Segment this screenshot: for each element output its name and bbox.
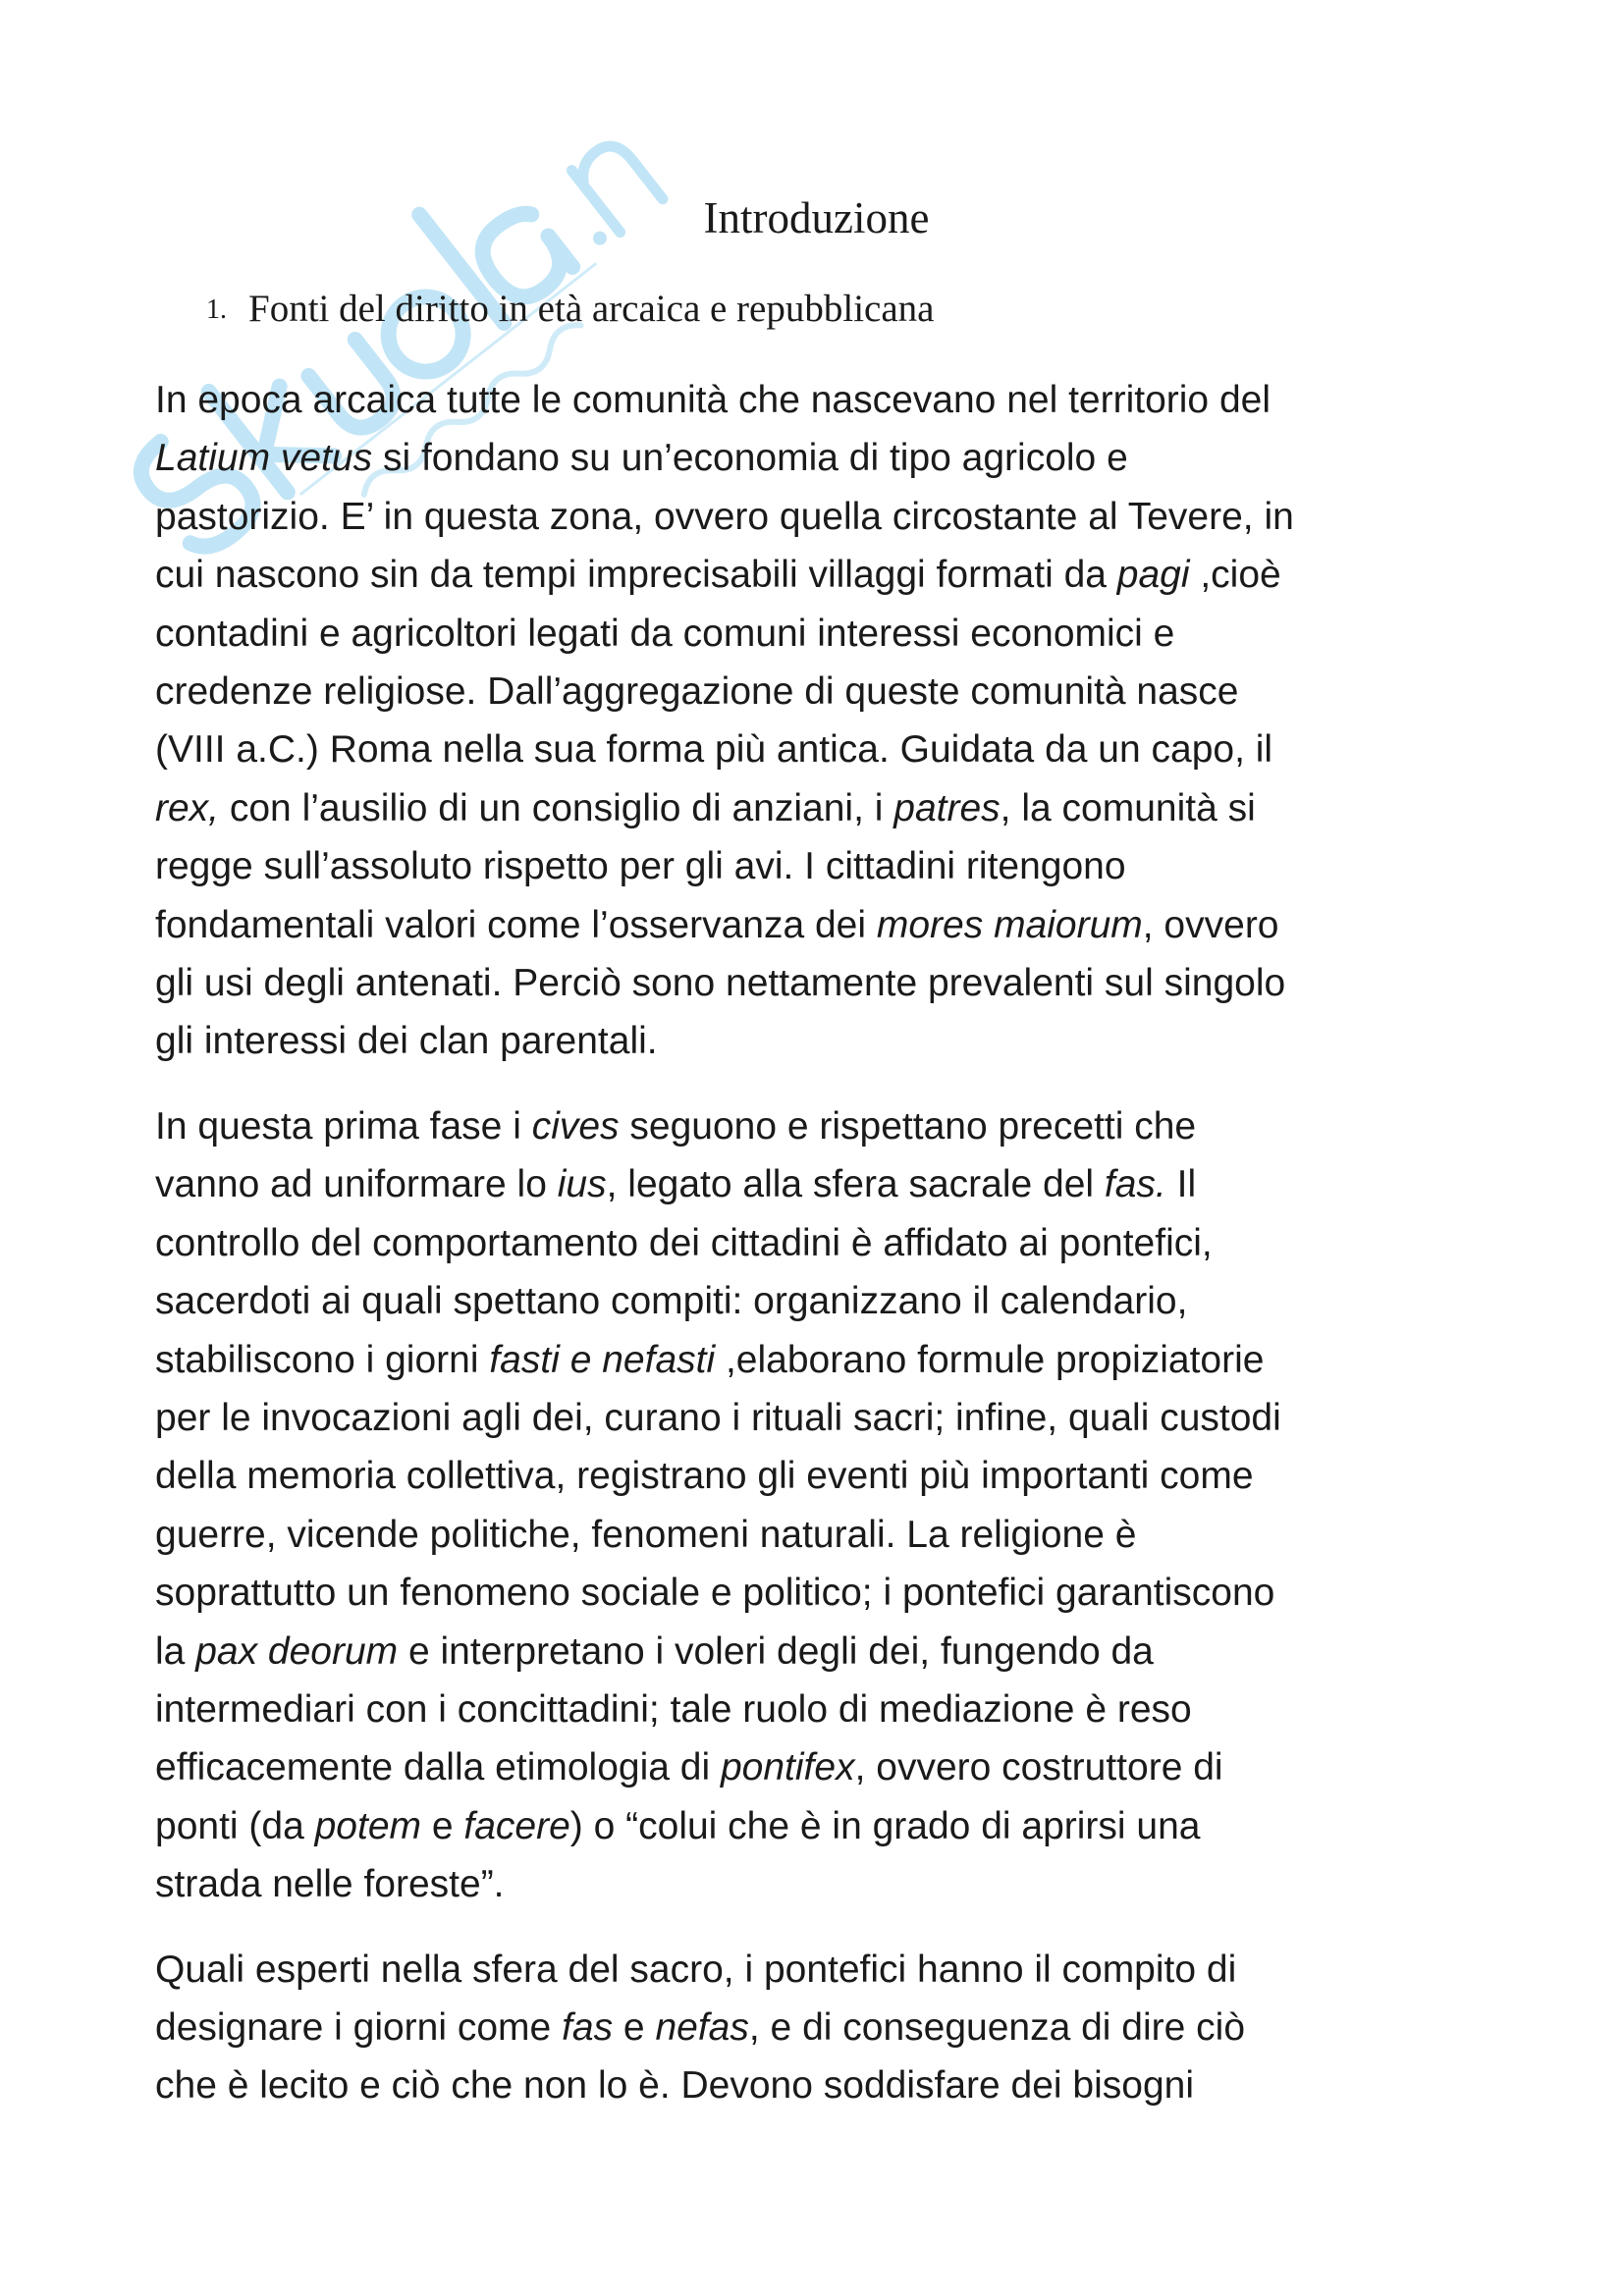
italic-term: fas.: [1104, 1163, 1166, 1206]
text-run: che è lecito e ciò che non lo è. Devono soddisfare dei bisogni: [155, 2064, 1195, 2108]
text-run: intermediari con i concittadini; tale ruolo di mediazione è reso: [155, 1687, 1192, 1731]
text-run: e: [421, 1804, 464, 1847]
paragraph: [155, 1097, 1549, 1914]
text-run: ponti (da: [155, 1804, 315, 1847]
text-run: guerre, vicende politiche, fenomeni naturali. La religione è: [155, 1513, 1137, 1556]
text-line: [155, 663, 1549, 721]
text-line: [155, 488, 1549, 546]
text-run: Il: [1165, 1163, 1197, 1206]
text-line: [155, 605, 1549, 663]
text-line: [155, 779, 1549, 837]
text-run: strada nelle foreste”.: [155, 1863, 505, 1906]
body-text: [155, 371, 1549, 2142]
text-run: con l’ausilio di un consiglio di anziani, i: [219, 786, 894, 829]
text-run: designare i giorni come: [155, 2005, 563, 2049]
section-heading: [206, 287, 934, 331]
text-run: cui nascono sin da tempi imprecisabili villaggi formati da: [155, 554, 1117, 597]
paragraph: [155, 371, 1549, 1071]
text-line: [155, 1155, 1549, 1213]
text-run: , e di conseguenza di dire ciò: [748, 2005, 1246, 2049]
italic-term: ius: [557, 1163, 607, 1206]
italic-term: pontifex: [720, 1746, 855, 1789]
text-line: [155, 1999, 1549, 2056]
text-run: vanno ad uniformare lo: [155, 1163, 558, 1206]
italic-term: nefas: [655, 2005, 749, 2049]
italic-term: facere: [463, 1804, 570, 1847]
text-run: (VIII a.C.) Roma nella sua forma più antica. Guidata da un capo, il: [155, 728, 1273, 772]
text-run: ) o “colui che è in grado di aprirsi una: [569, 1804, 1201, 1847]
text-line: [155, 1097, 1549, 1155]
paragraph: [155, 1941, 1549, 2115]
text-line: [155, 1623, 1549, 1681]
text-run: Quali esperti nella sfera del sacro, i pontefici hanno il compito di: [155, 1948, 1237, 1991]
text-run: stabiliscono i giorni: [155, 1338, 490, 1381]
text-run: pastorizio. E’ in questa zona, ovvero quella circostante al Tevere, in: [155, 495, 1294, 538]
italic-term: potem: [314, 1804, 422, 1847]
text-line: [155, 429, 1549, 487]
text-line: [155, 1941, 1549, 1999]
text-run: regge sull’assoluto rispetto per gli avi. I cittadini ritengono: [155, 845, 1126, 888]
italic-term: Latium vetus: [155, 437, 373, 480]
text-line: [155, 1214, 1549, 1272]
text-run: In questa prima fase i: [155, 1104, 532, 1148]
italic-term: fasti e nefasti: [489, 1338, 716, 1381]
text-run: controllo del comportamento dei cittadini è affidato ai pontefici,: [155, 1221, 1213, 1264]
text-run: per le invocazioni agli dei, curano i rituali sacri; infine, quali custodi: [155, 1396, 1281, 1439]
text-line: [155, 1389, 1549, 1447]
text-line: [155, 721, 1549, 778]
text-line: [155, 896, 1549, 954]
text-run: sacerdoti ai quali spettano compiti: organizzano il calendario,: [155, 1280, 1188, 1323]
text-line: [155, 1738, 1549, 1796]
text-line: [155, 371, 1549, 429]
text-run: soprattutto un fenomeno sociale e politico; i pontefici garantiscono: [155, 1572, 1275, 1615]
text-run: credenze religiose. Dall’aggregazione di queste comunità nasce: [155, 670, 1239, 714]
text-run: della memoria collettiva, registrano gli eventi più importanti come: [155, 1455, 1254, 1498]
text-run: fondamentali valori come l’osservanza dei: [155, 903, 877, 946]
heading-text: Fonti del diritto in età arcaica e repubblicana: [248, 288, 935, 330]
text-run: seguono e rispettano precetti che: [619, 1104, 1197, 1148]
italic-term: patres: [893, 786, 1001, 829]
page-title: Introduzione: [703, 193, 930, 242]
text-run: efficacemente dalla etimologia di: [155, 1746, 721, 1789]
text-line: [155, 1855, 1549, 1913]
italic-term: rex,: [155, 786, 220, 829]
text-run: gli usi degli antenati. Perciò sono nettamente prevalenti sul singolo: [155, 962, 1286, 1005]
heading-number: 1.: [206, 294, 227, 325]
text-run: ,cioè: [1189, 554, 1281, 597]
text-line: [155, 546, 1549, 604]
text-run: e interpretano i voleri degli dei, fungendo da: [398, 1629, 1154, 1673]
text-line: [155, 837, 1549, 895]
text-run: , ovvero costruttore di: [854, 1746, 1223, 1789]
text-line: [155, 1797, 1549, 1855]
text-line: [155, 1447, 1549, 1505]
text-line: [155, 1272, 1549, 1330]
italic-term: fas: [562, 2005, 614, 2049]
text-run: gli interessi dei clan parentali.: [155, 1020, 658, 1063]
italic-term: mores maiorum: [876, 903, 1143, 946]
text-line: [155, 1681, 1549, 1738]
text-run: la: [155, 1629, 196, 1673]
text-run: si fondano su un’economia di tipo agricolo e: [372, 437, 1128, 480]
text-run: , ovvero: [1142, 903, 1279, 946]
text-run: In epoca arcaica tutte le comunità che nascevano nel territorio del: [155, 379, 1271, 421]
text-line: [155, 2056, 1549, 2114]
italic-term: pax deorum: [195, 1629, 399, 1673]
italic-term: cives: [531, 1104, 620, 1148]
text-run: e: [613, 2005, 656, 2049]
text-line: [155, 1012, 1549, 1070]
text-line: [155, 1331, 1549, 1389]
text-line: [155, 1506, 1549, 1564]
text-run: ,elaborano formule propiziatorie: [715, 1338, 1265, 1381]
italic-term: pagi: [1116, 554, 1190, 597]
text-run: , la comunità si: [1000, 786, 1256, 829]
text-run: contadini e agricoltori legati da comuni interessi economici e: [155, 612, 1175, 655]
text-line: [155, 954, 1549, 1012]
text-run: , legato alla sfera sacrale del: [606, 1163, 1105, 1206]
text-line: [155, 1564, 1549, 1622]
